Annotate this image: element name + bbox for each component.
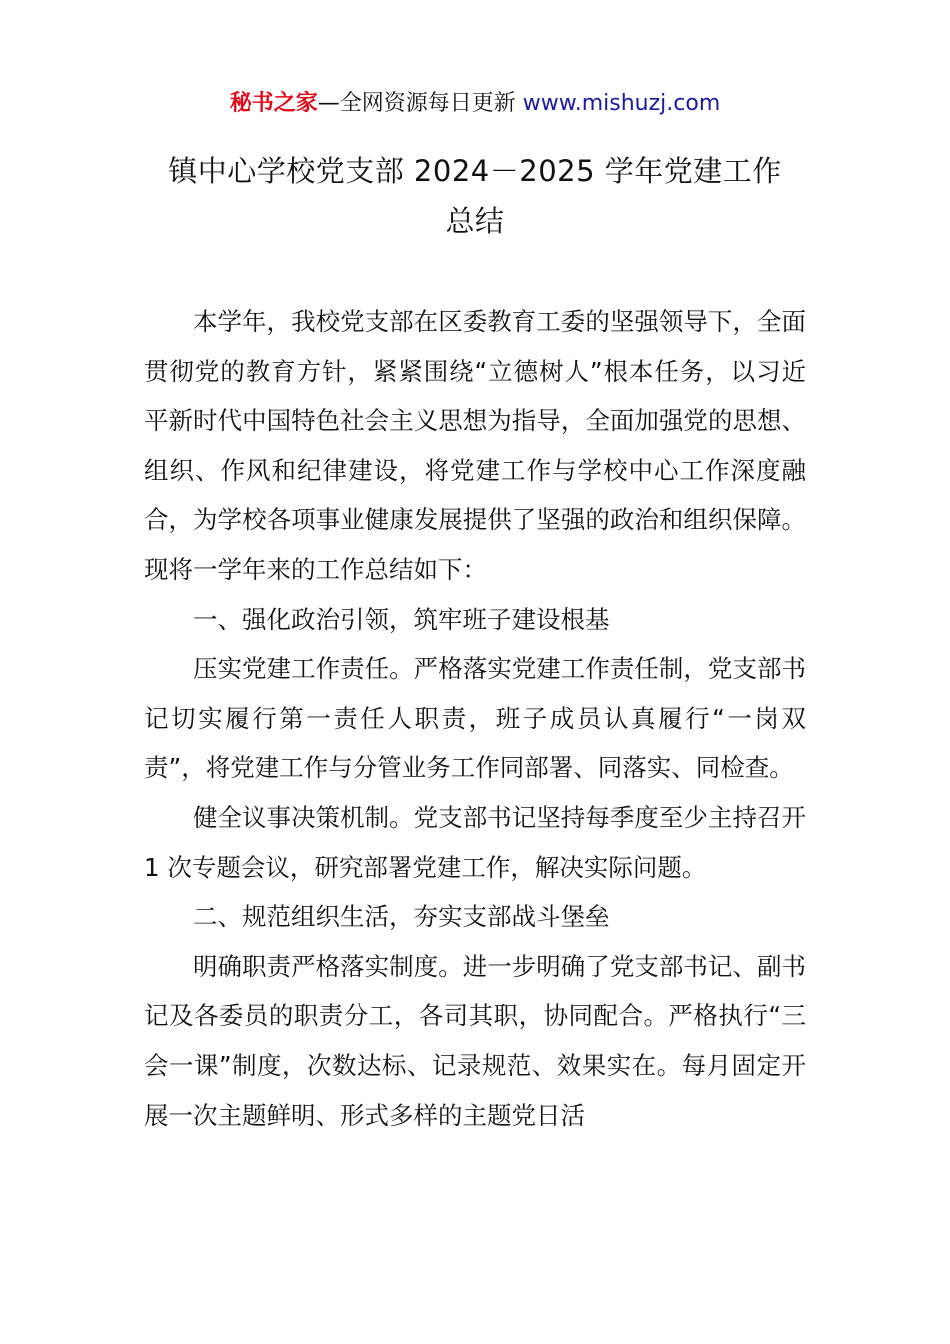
title-line-2: 总结 — [445, 204, 505, 238]
intro-paragraph: 本学年，我校党支部在区委教育工委的坚强领导下，全面贯彻党的教育方针，紧紧围绕“立德树人”根本任务，以习近平新时代中国特色社会主义思想为指导，全面加强党的思想、组织、作风和纪律建设，将党建工作与学校中心工作深度融合，为学校各项事业健康发展提供了坚强的政治和组织保障。现将一学年来的工作总结如下： — [144, 307, 806, 584]
body-paragraph: 压实党建工作责任。严格落实党建工作责任制，党支部书记切实履行第一责任人职责，班子成员认真履行“一岗双责”，将党建工作与分管业务工作同部署、同落实、同检查。 — [144, 654, 806, 783]
site-url-link[interactable]: www.mishuzj.com — [522, 91, 721, 116]
title-line-1: 镇中心学校党支部 2024－2025 学年党建工作 — [168, 154, 782, 188]
body-paragraph: 健全议事决策机制。党支部书记坚持每季度至少主持召开 1 次专题会议，研究部署党建工作，解决实际问题。 — [144, 802, 806, 882]
brand-name: 秘书之家 — [229, 91, 318, 116]
site-header — [0, 88, 950, 120]
body-paragraph: 明确职责严格落实制度。进一步明确了党支部书记、副书记及各委员的职责分工，各司其职，协同配合。严格执行“三会一课”制度，次数达标、记录规范、效果实在。每月固定开展一次主题鲜明、形式多样的主题党日活 — [144, 951, 806, 1130]
document-title — [0, 146, 950, 246]
section-heading-1: 一、强化政治引领，筑牢班子建设根基 — [193, 604, 610, 634]
section-heading-2: 二、规范组织生活，夯实支部战斗堡垒 — [193, 902, 610, 932]
site-slogan: —全网资源每日更新 — [317, 91, 523, 116]
document-body — [144, 297, 806, 1140]
